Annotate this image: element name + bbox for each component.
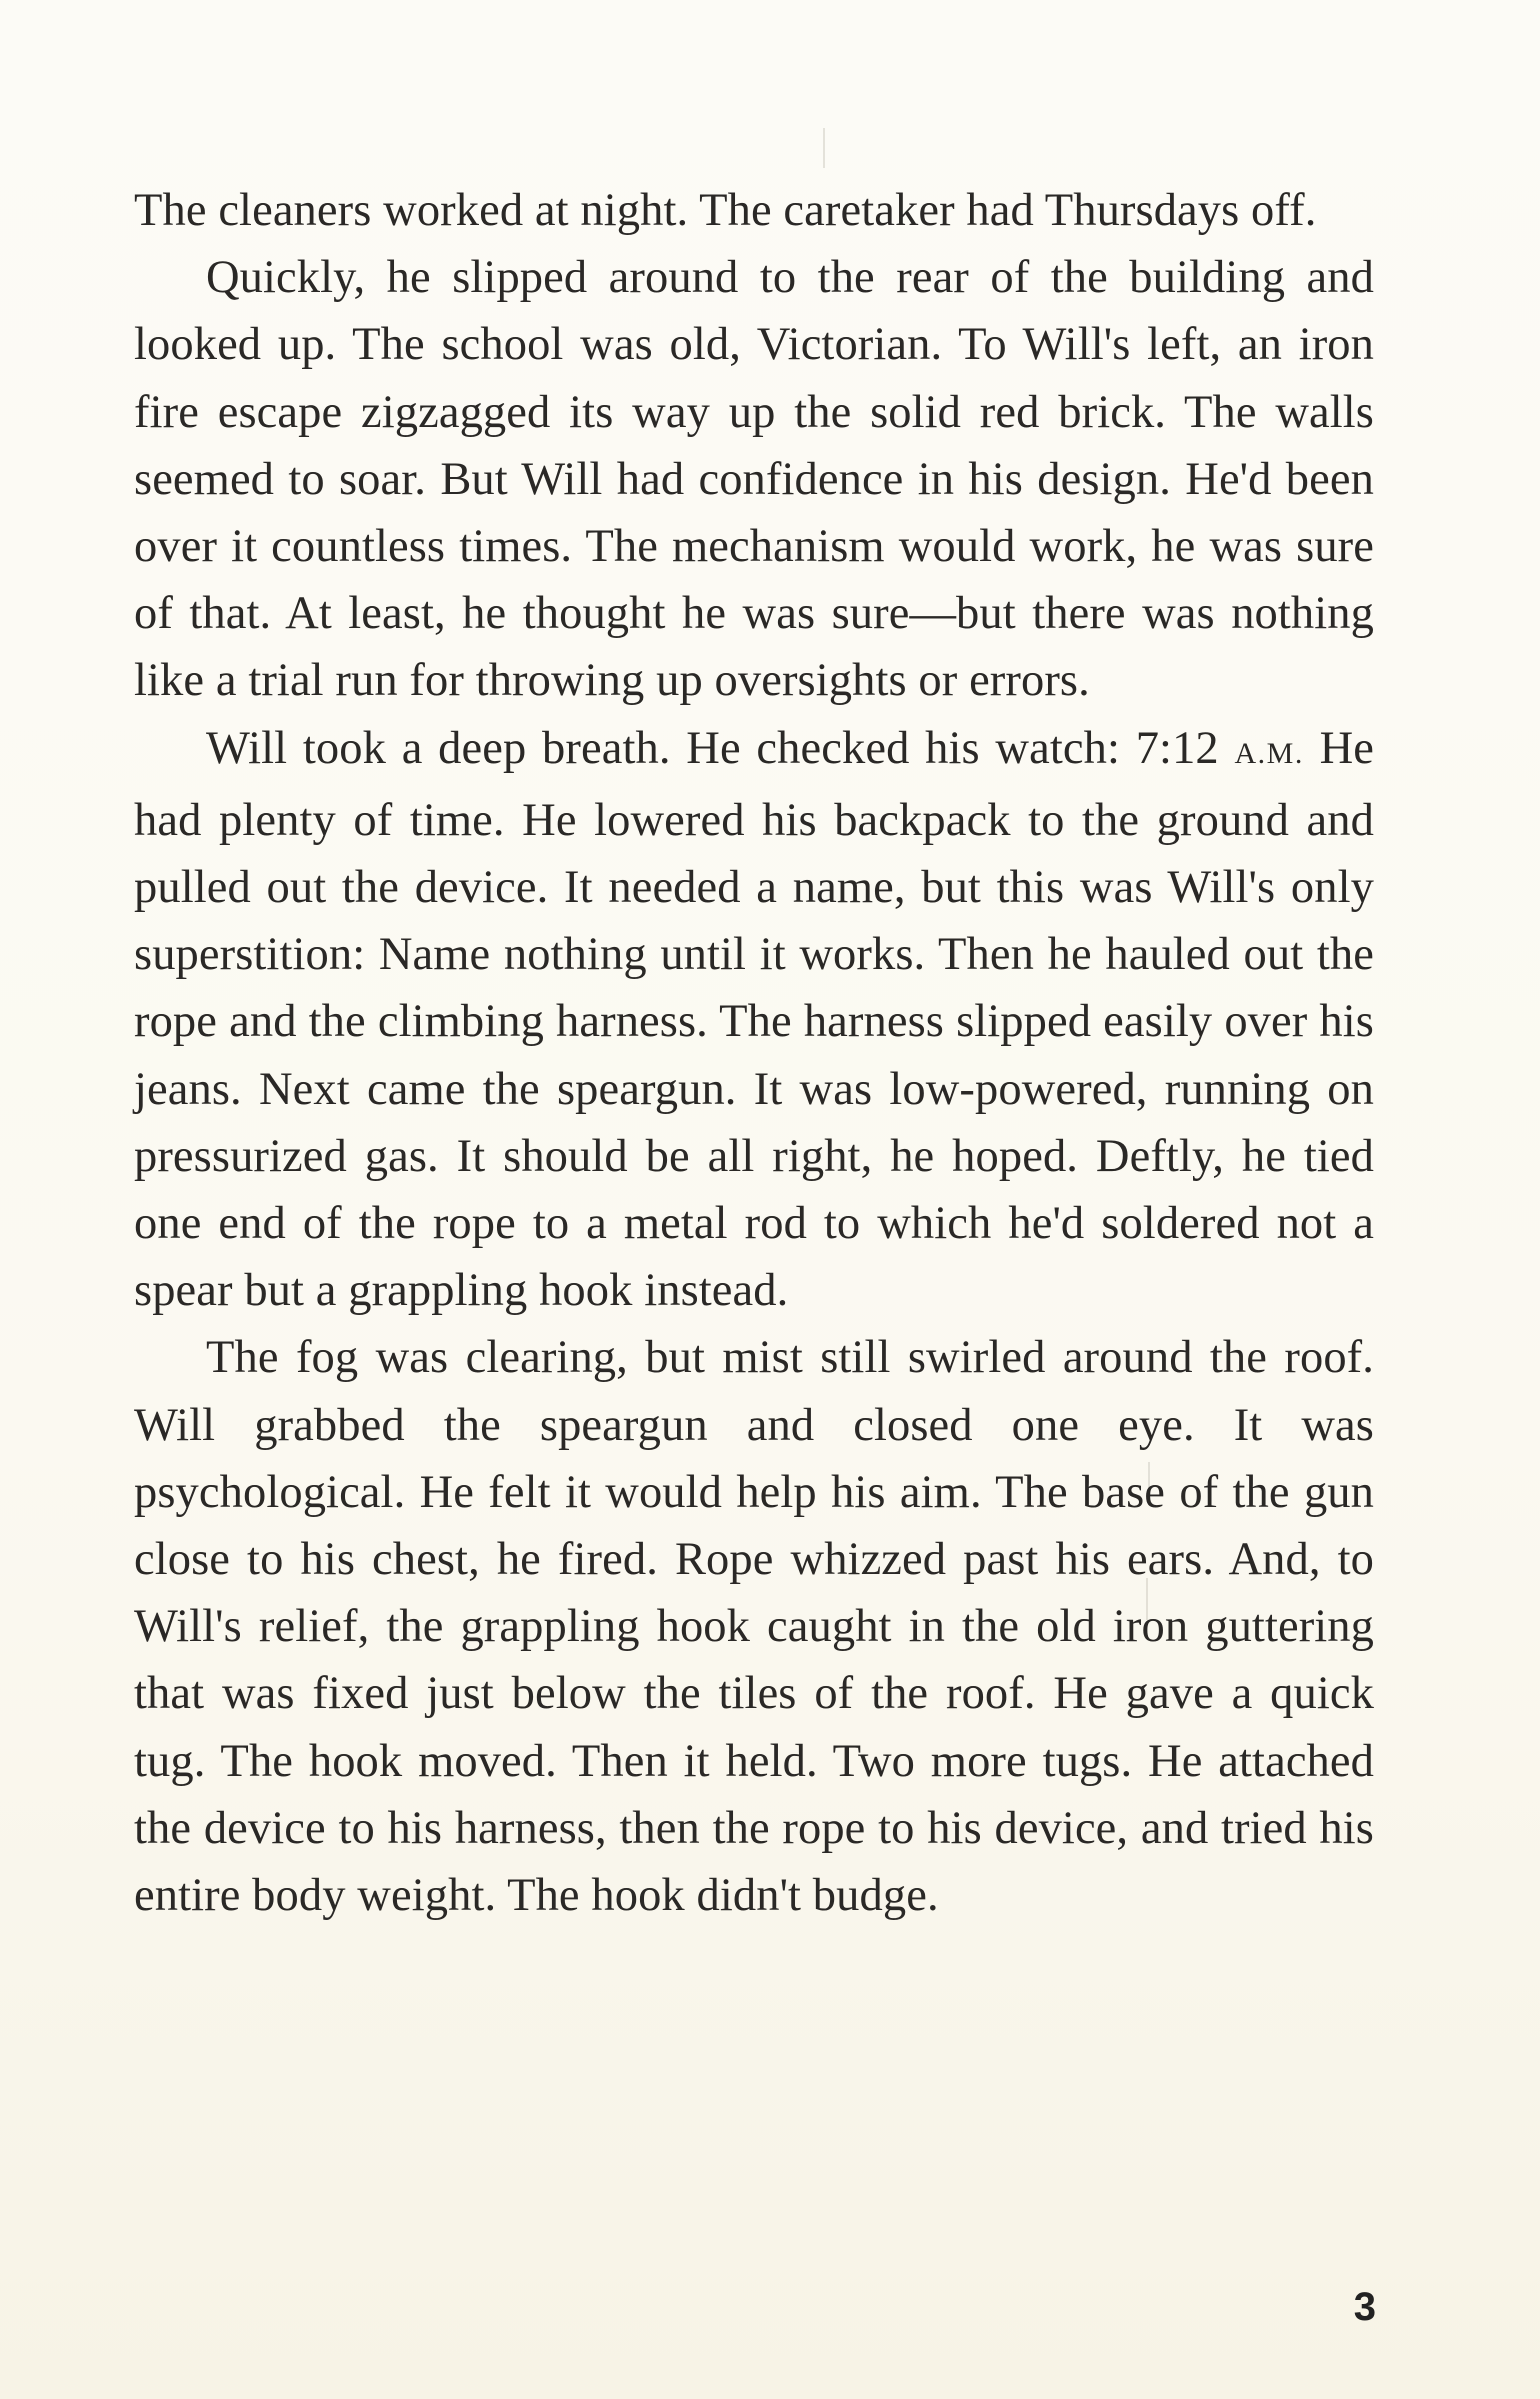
paragraph-3-part-3: The harness slipped easily over his jeans. Next came the speargun. It was low-powered, running on pressurized gas. It should be all right, he hoped. Deftly, he tied one end of the rope to a metal rod to which he'd soldered not a spear but a grappling hook instead. bbox=[134, 996, 1374, 1317]
body-text bbox=[134, 177, 1374, 1929]
paragraph-3-part-1: Will took a deep breath. He checked his watch: 7:12 bbox=[206, 722, 1235, 774]
scan-speck bbox=[823, 128, 825, 168]
page-number: 3 bbox=[1353, 2285, 1376, 2329]
paragraph-2: Quickly, he slipped around to the rear of the building and looked up. The school was old, Victorian. To Will's left, an iron fire escape zigzagged its way up the solid red brick. The walls seemed to soar. But Will had confidence in his design. He'd been over it countless times. The mechanism would work, he was sure of that. At least, he thought he was sure—but there was nothing like a trial run for throwing up oversights or errors. bbox=[134, 252, 1374, 707]
paragraph-1: The cleaners worked at night. The caretaker had Thursdays off. bbox=[134, 185, 1317, 236]
paragraph-3-part-2: He had plenty of time. He lowered his backpack to the ground and pulled out the device. It needed a name, but this was Will's only superstition: Name nothing until it works. Then he hauled out the rope and the climbing harness. bbox=[134, 722, 1374, 1048]
paragraph-4: The fog was clearing, but mist still swirled around the roof. Will grabbed the speargun and closed one eye. It was psychological. He felt it would help his aim. The base of the gun close to his chest, he fired. Rope whizzed past his ears. And, to Will's relief, the grappling hook caught in the old iron guttering that was fixed just below the tiles of the roof. He gave a quick tug. The hook moved. Then it held. Two more tugs. He attached the device to his harness, then the rope to his device, and tried his entire body weight. The hook didn't budge. bbox=[134, 1332, 1374, 1922]
paragraph-3 bbox=[134, 715, 1374, 1325]
time-suffix: A.M. bbox=[1234, 736, 1304, 770]
